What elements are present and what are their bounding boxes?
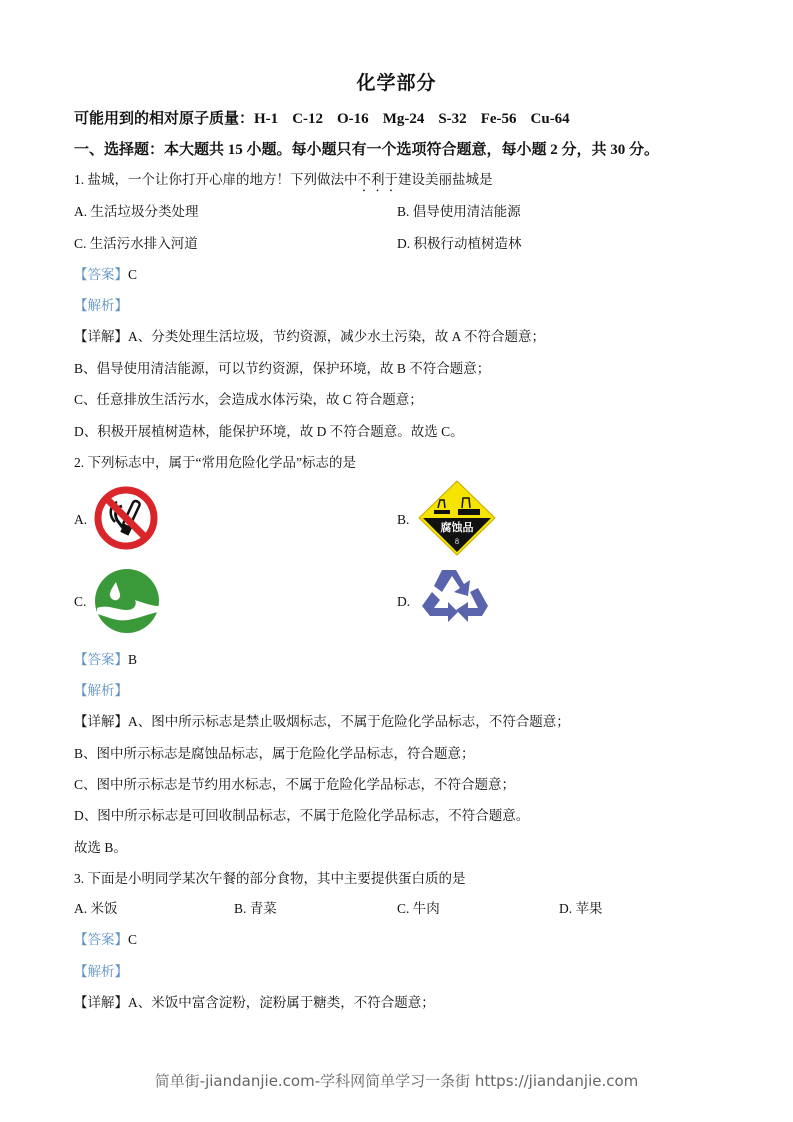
- question-3-analysis-tag: 【解析】: [74, 964, 128, 979]
- answer-value: C: [128, 267, 138, 282]
- section-heading: 一、选择题：本大题共 15 小题。每小题只有一个选项符合题意，每小题 2 分，共 30 分。: [74, 142, 660, 158]
- question-1-option-a: A. 生活垃圾分类处理: [74, 204, 199, 219]
- detail-tag: 【详解】: [74, 329, 128, 344]
- question-2-detail: B、图中所示标志是腐蚀品标志，属于危险化学品标志，符合题意；: [74, 746, 475, 761]
- corrosive-sign-icon: [418, 480, 496, 556]
- question-2-option-a-label: A.: [74, 512, 88, 527]
- question-3-answer: [74, 931, 137, 949]
- question-2-analysis-tag: 【解析】: [74, 683, 128, 698]
- question-3-option-b: B. 青菜: [234, 901, 277, 916]
- question-2-detail: D、图中所示标志是可回收制品标志，不属于危险化学品标志，不符合题意。: [74, 808, 530, 823]
- question-1-detail: B、倡导使用清洁能源，可以节约资源，保护环境，故 B 不符合题意；: [74, 361, 491, 376]
- answer-tag: 【答案】: [74, 932, 128, 947]
- atomic-mass-item: Mg-24: [382, 111, 425, 127]
- emphasized-text: 不利于: [357, 172, 398, 187]
- question-3-detail: 【详解】A、米饭中富含淀粉，淀粉属于糖类，不符合题意；: [74, 995, 435, 1010]
- question-1-detail: D、积极开展植树造林，能保护环境，故 D 不符合题意。故选 C。: [74, 424, 464, 439]
- question-2-option-d-label: D.: [397, 594, 411, 609]
- question-1-option-b: B. 倡导使用清洁能源: [397, 204, 521, 219]
- answer-value: C: [128, 932, 138, 947]
- answer-tag: 【答案】: [74, 267, 128, 282]
- atomic-mass-item: Cu-64: [530, 111, 570, 127]
- question-1-stem: [74, 171, 493, 195]
- atomic-mass-item: O-16: [337, 111, 369, 127]
- question-3-stem: 3. 下面是小明同学某次午餐的部分食物，其中主要提供蛋白质的是: [74, 871, 466, 886]
- detail-tag: 【详解】: [74, 995, 128, 1010]
- detail-tag: 【详解】: [74, 714, 128, 729]
- atomic-mass-item: C-12: [292, 111, 324, 127]
- question-1-detail: C、任意排放生活污水，会造成水体污染，故 C 符合题意；: [74, 392, 423, 407]
- recycling-icon: [418, 566, 490, 634]
- svg-text:8: 8: [455, 537, 459, 546]
- question-2-detail: 【详解】A、图中所示标志是禁止吸烟标志，不属于危险化学品标志，不符合题意；: [74, 714, 570, 729]
- stem-text: 建设美丽盐城是: [398, 172, 493, 187]
- atomic-mass-item: H-1: [254, 111, 279, 127]
- atomic-mass-label: 可能用到的相对原子质量：: [74, 111, 255, 127]
- question-2-detail: C、图中所示标志是节约用水标志，不属于危险化学品标志，不符合题意；: [74, 777, 516, 792]
- question-3-option-c: C. 牛肉: [397, 901, 440, 916]
- stem-text: 1. 盐城，一个让你打开心扉的地方！下列做法中: [74, 172, 358, 187]
- no-smoking-icon: [92, 484, 160, 552]
- question-2-stem: 2. 下列标志中，属于“常用危险化学品”标志的是: [74, 455, 356, 470]
- atomic-mass-line: [74, 110, 584, 128]
- question-2-detail: 故选 B。: [74, 840, 127, 855]
- question-2-option-b-label: B.: [397, 512, 410, 527]
- svg-text:腐蚀品: 腐蚀品: [440, 521, 474, 534]
- atomic-mass-item: S-32: [438, 111, 467, 127]
- question-1-analysis-tag: 【解析】: [74, 298, 128, 313]
- answer-value: B: [128, 652, 138, 667]
- question-1-option-d: D. 积极行动植树造林: [397, 236, 522, 251]
- question-3-option-d: D. 苹果: [559, 901, 603, 916]
- question-1-detail: 【详解】A、分类处理生活垃圾，节约资源，减少水土污染，故 A 不符合题意；: [74, 329, 546, 344]
- question-3-option-a: A. 米饭: [74, 901, 118, 916]
- question-2-option-c-label: C.: [74, 594, 87, 609]
- water-saving-icon: [94, 568, 160, 634]
- question-1-answer: [74, 266, 137, 284]
- answer-tag: 【答案】: [74, 652, 128, 667]
- atomic-mass-item: Fe-56: [480, 111, 517, 127]
- watermark-footer: 简单街-jiandanjie.com-学科网简单学习一条街 https://jiandanjie.com: [154, 1072, 639, 1090]
- question-1-option-c: C. 生活污水排入河道: [74, 236, 198, 251]
- question-2-answer: [74, 651, 137, 669]
- page-title: 化学部分: [356, 72, 437, 94]
